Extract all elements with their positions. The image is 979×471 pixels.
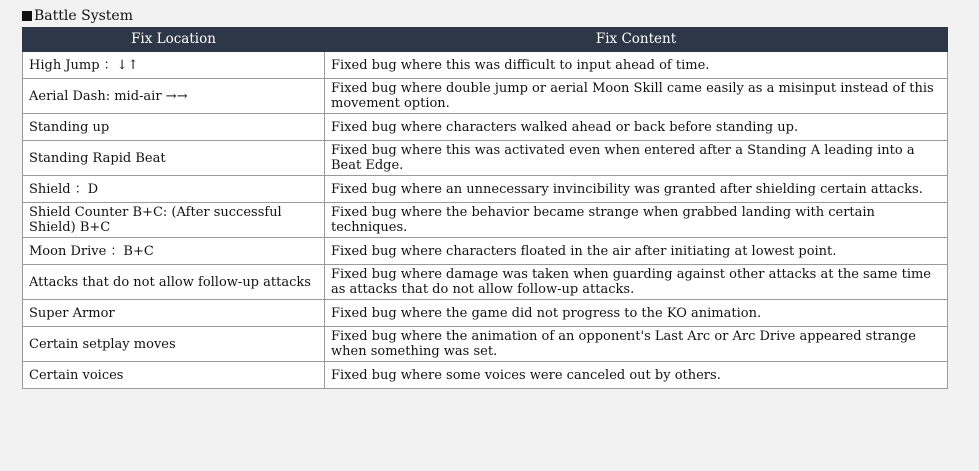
table-row bbox=[23, 114, 948, 141]
square-bullet-icon bbox=[22, 11, 32, 21]
fix-content-cell: Fixed bug where this was activated even when entered after a Standing A leading into a Beat Edge. bbox=[325, 141, 948, 176]
table-row bbox=[23, 238, 948, 265]
table-row bbox=[23, 265, 948, 300]
fix-location-cell: Shield Counter B+C: (After successful Shield) B+C bbox=[23, 203, 325, 238]
fix-content-cell: Fixed bug where double jump or aerial Moon Skill came easily as a misinput instead of this movement option. bbox=[325, 79, 948, 114]
fix-location-cell: High Jump ：↓↑ bbox=[23, 52, 325, 79]
fix-location-cell: Moon Drive ：B+C bbox=[23, 238, 325, 265]
table-row bbox=[23, 203, 948, 238]
fix-location-cell: Standing Rapid Beat bbox=[23, 141, 325, 176]
fix-location-cell: Shield ：D bbox=[23, 176, 325, 203]
fix-location-cell: Certain setplay moves bbox=[23, 327, 325, 362]
fix-location-cell: Aerial Dash: mid-air →→ bbox=[23, 79, 325, 114]
table-row bbox=[23, 300, 948, 327]
fix-location-cell: Standing up bbox=[23, 114, 325, 141]
fix-content-cell: Fixed bug where characters walked ahead or back before standing up. bbox=[325, 114, 948, 141]
fix-content-cell: Fixed bug where the game did not progress to the KO animation. bbox=[325, 300, 948, 327]
section-title-text: Battle System bbox=[34, 8, 133, 24]
table-row bbox=[23, 362, 948, 389]
fix-location-cell: Certain voices bbox=[23, 362, 325, 389]
fix-content-cell: Fixed bug where some voices were canceled out by others. bbox=[325, 362, 948, 389]
section-title bbox=[22, 7, 133, 25]
fix-location-cell: Attacks that do not allow follow-up attacks bbox=[23, 265, 325, 300]
fix-content-cell: Fixed bug where the animation of an opponent's Last Arc or Arc Drive appeared strange when something was set. bbox=[325, 327, 948, 362]
fix-content-cell: Fixed bug where characters floated in the air after initiating at lowest point. bbox=[325, 238, 948, 265]
fix-content-cell: Fixed bug where damage was taken when guarding against other attacks at the same time as attacks that do not allow follow-up attacks. bbox=[325, 265, 948, 300]
fix-content-cell: Fixed bug where an unnecessary invincibility was granted after shielding certain attacks. bbox=[325, 176, 948, 203]
table-row bbox=[23, 176, 948, 203]
header-fix-content: Fix Content bbox=[325, 28, 948, 52]
fix-content-cell: Fixed bug where this was difficult to input ahead of time. bbox=[325, 52, 948, 79]
table-row bbox=[23, 79, 948, 114]
header-fix-location: Fix Location bbox=[23, 28, 325, 52]
table-row bbox=[23, 52, 948, 79]
table-header-row bbox=[23, 28, 948, 52]
table-row bbox=[23, 327, 948, 362]
fix-table bbox=[22, 27, 948, 389]
table-row bbox=[23, 141, 948, 176]
fix-content-cell: Fixed bug where the behavior became strange when grabbed landing with certain techniques. bbox=[325, 203, 948, 238]
fix-location-cell: Super Armor bbox=[23, 300, 325, 327]
